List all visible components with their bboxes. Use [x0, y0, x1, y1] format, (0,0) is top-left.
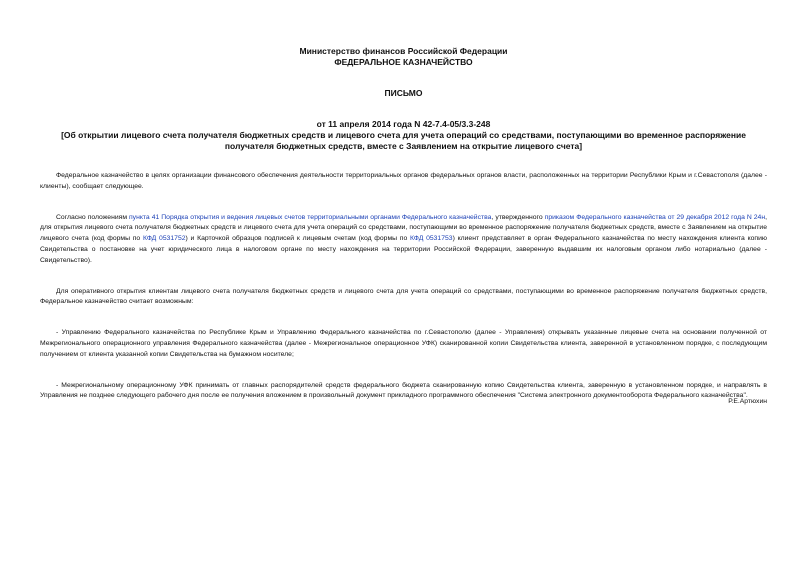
signature: Р.Е.Артюхин: [728, 398, 767, 405]
paragraph-procedure: [40, 213, 767, 267]
document-type: ПИСЬМО: [384, 88, 423, 98]
letter-header: [0, 46, 807, 130]
link-treasury-order[interactable]: приказом Федерального казначейства от 29 декабря 2012 года N 24н: [544, 213, 766, 221]
text-segment: Согласно положениям: [56, 213, 129, 221]
link-kfd-0531752[interactable]: КФД 0531752: [143, 235, 186, 243]
text-segment: ) и Карточкой образцов подписей к лицевым счетам (код формы по: [185, 235, 411, 243]
paragraph-proposal: Для оперативного открытия клиентам лицевого счета получателя бюджетных средств и лицевого счета для учета операций со средствами, поступающими во временное распоряжение получателя бюджетных средств, Федеральное казначейство считает возможным:: [40, 287, 767, 306]
document-date-number: от 11 апреля 2014 года N 42-7.4-05/3.3-248: [316, 119, 491, 129]
text-segment: , утвержденного: [491, 213, 545, 221]
ministry-name: Министерство финансов Российской Федерации: [299, 46, 508, 56]
link-kfd-0531753[interactable]: КФД 0531753: [410, 235, 453, 243]
text-segment: , для открытия лицевого счета получателя бюджетных средств и лицевого счета для учета операций со средствами, поступающими во временное распоряжение получателя бюджетных средств, вместе с Заявлением на открытие лицевого счета (код формы по: [40, 213, 767, 243]
document-title: [Об открытии лицевого счета получателя бюджетных средств и лицевого счета для учета операций со средствами, поступающими во временное распоряжение получателя бюджетных средств, вместе с Заявлением на открытие лицевого счета]: [61, 130, 746, 151]
paragraph-item-2: - Межрегиональному операционному УФК принимать от главных распорядителей средств федерального бюджета сканированную копию Свидетельства клиента, заверенную в установленном порядке, и направлять в Управления не позднее следующего рабочего дня после ее получения вложением в произвольный документ прикладного программного обеспечения "Система электронного документооборота Федерального казначейства".: [40, 381, 767, 400]
paragraph-item-1: - Управлению Федерального казначейства по Республике Крым и Управлению Федерального казначейства по г.Севастополю (далее - Управления) открывать указанные лицевые счета на основании полученной от Межрегионального операционного управления Федерального казначейства (далее - Межрегиональное операционное УФК) сканированной копии Свидетельства клиента, заверенной в установленном порядке, с последующим получением от клиента указанной копии Свидетельства на бумажном носителе;: [40, 329, 767, 358]
text-segment: ) клиент представляет в орган Федерального казначейства по месту нахождения клиента копию Свидетельства о постановке на учет юридического лица в налоговом органе по месту нахождения на территории Российской Федерации, заверенную выдавшим их налоговым органом либо нотариально (далее - Свидетельство).: [40, 235, 767, 264]
link-order-point-41[interactable]: пункта 41 Порядка открытия и ведения лицевых счетов территориальными органами Федерального казначейства: [129, 213, 492, 221]
treasury-name: ФЕДЕРАЛЬНОЕ КАЗНАЧЕЙСТВО: [334, 57, 473, 67]
paragraph-intro: Федеральное казначейство в целях организации финансового обеспечения деятельности территориальных органов федеральных органов власти, расположенных на территории Республики Крым и г.Севастополя (далее - клиенты), сообщает следующее.: [40, 172, 767, 190]
document-body: [40, 171, 767, 422]
